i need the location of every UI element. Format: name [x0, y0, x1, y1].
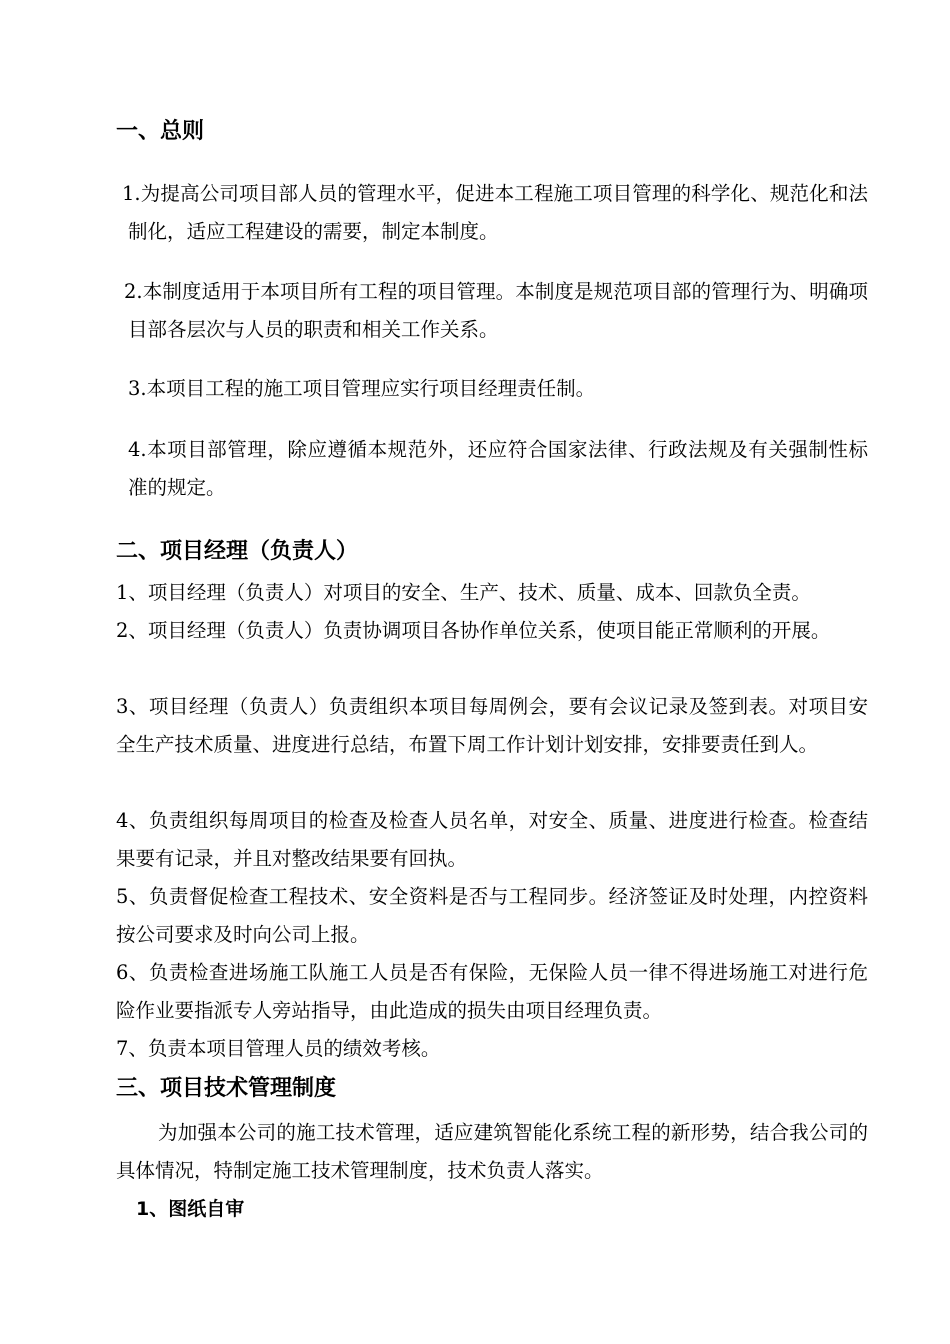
section-1-item-3: 3.本项目工程的施工项目管理应实行项目经理责任制。	[128, 377, 596, 400]
section-2-item-2: 2、项目经理（负责人）负责协调项目各协作单位关系，使项目能正常顺利的开展。	[116, 619, 831, 642]
section-3-intro: 为加强本公司的施工技术管理，适应建筑智能化系统工程的新形势，结合我公司的具体情况，特制定施工技术管理制度，技术负责人落实。	[116, 1121, 868, 1182]
section-1-item-1: 1.为提高公司项目部人员的管理水平，促进本工程施工项目管理的科学化、规范化和法制化，适应工程建设的需要，制定本制度。	[122, 182, 868, 243]
section-3-title: 三、项目技术管理制度	[116, 1076, 337, 1101]
section-2-item-5: 5、负责督促检查工程技术、安全资料是否与工程同步。经济签证及时处理，内控资料按公司要求及时向公司上报。	[116, 885, 868, 946]
section-1-title: 一、总则	[116, 119, 205, 144]
section-2-item-4: 4、负责组织每周项目的检查及检查人员名单，对安全、质量、进度进行检查。检查结果要有记录，并且对整改结果要有回执。	[116, 809, 868, 870]
section-3-subheading: 1、图纸自审	[136, 1198, 245, 1220]
section-2-item-7: 7、负责本项目管理人员的绩效考核。	[116, 1037, 441, 1060]
section-2-item-3: 3、项目经理（负责人）负责组织本项目每周例会，要有会议记录及签到表。对项目安全生产技术质量、进度进行总结，布置下周工作计划计划安排，安排要责任到人。	[116, 695, 868, 756]
section-1-item-2: 2.本制度适用于本项目所有工程的项目管理。本制度是规范项目部的管理行为、明确项目部各层次与人员的职责和相关工作关系。	[124, 280, 868, 341]
section-2-item-6: 6、负责检查进场施工队施工人员是否有保险，无保险人员一律不得进场施工对进行危险作业要指派专人旁站指导，由此造成的损失由项目经理负责。	[116, 961, 868, 1022]
section-1-item-4: 4.本项目部管理，除应遵循本规范外，还应符合国家法律、行政法规及有关强制性标准的规定。	[128, 438, 868, 499]
section-2-title: 二、项目经理（负责人）	[116, 539, 359, 564]
section-2-item-1: 1、项目经理（负责人）对项目的安全、生产、技术、质量、成本、回款负全责。	[116, 581, 811, 604]
